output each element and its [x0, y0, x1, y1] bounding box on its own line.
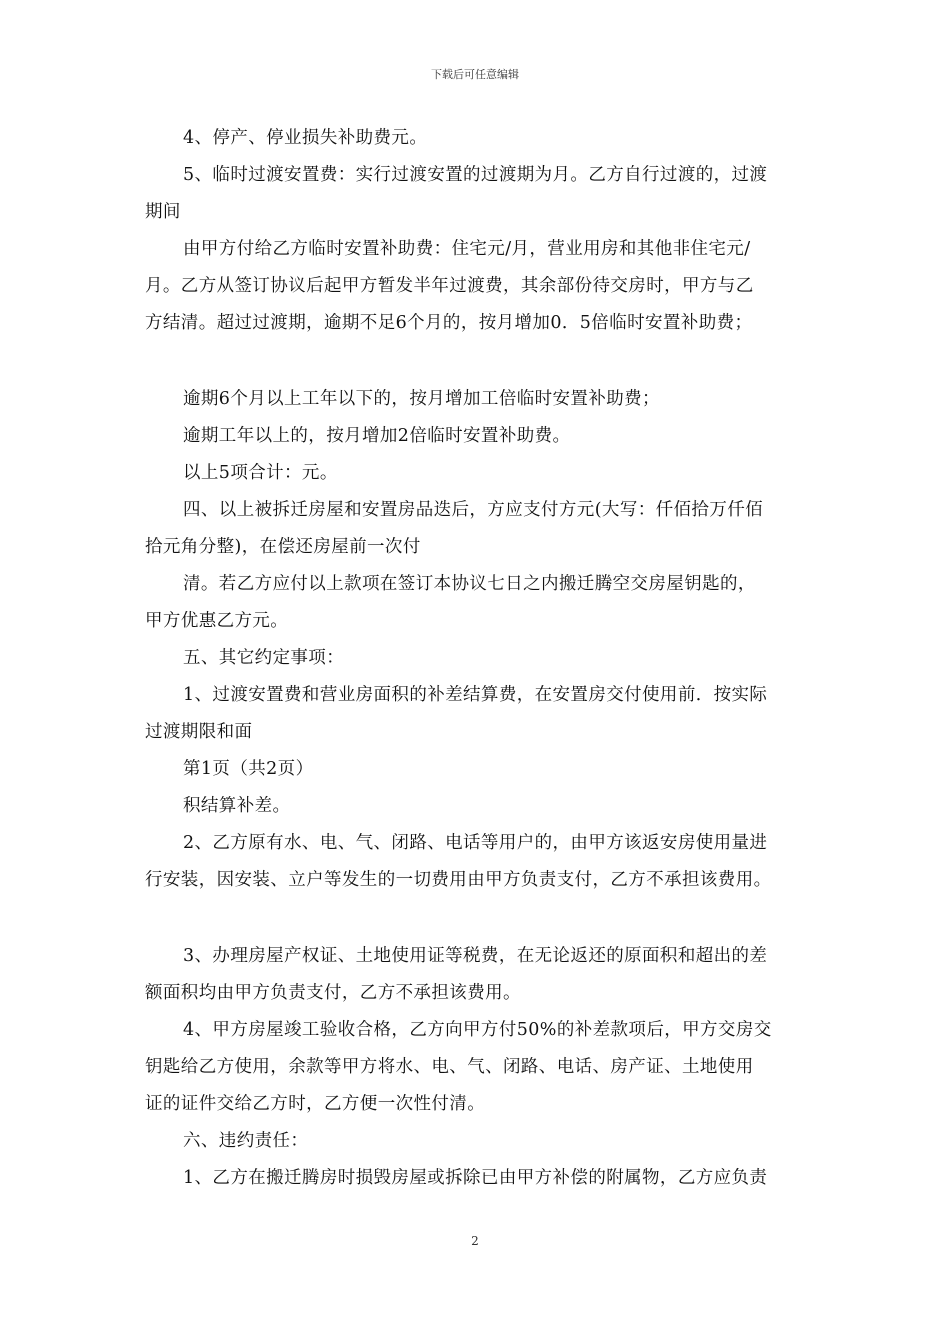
text-line: 逾期6个月以上工年以下的，按月增加工倍临时安置补助费；: [183, 389, 660, 409]
text-line: 方结清。超过过渡期，逾期不足6个月的，按月增加0．5倍临时安置补助费；: [145, 313, 753, 333]
text-line: 五、其它约定事项：: [183, 648, 345, 668]
text-line: 六、违约责任：: [183, 1131, 309, 1151]
page-header: 下载后可任意编辑: [431, 68, 519, 81]
text-line: 2、乙方原有水、电、气、闭路、电话等用户的，由甲方该返安房使用量进: [183, 833, 768, 853]
page-count-note: 第1页（共2页）: [183, 759, 314, 779]
text-line: 以上5项合计：元。: [183, 463, 338, 483]
text-line: 1、过渡安置费和营业房面积的补差结算费，在安置房交付使用前．按实际: [183, 685, 768, 705]
text-line: 期间: [145, 202, 181, 222]
text-line: 1、乙方在搬迁腾房时损毁房屋或拆除已由甲方补偿的附属物，乙方应负责: [183, 1168, 768, 1188]
text-line: 月。乙方从签订协议后起甲方暂发半年过渡费，其余部份待交房时，甲方与乙: [145, 276, 754, 296]
text-line: 额面积均由甲方负责支付，乙方不承担该费用。: [145, 983, 521, 1003]
text-line: 钥匙给乙方使用，余款等甲方将水、电、气、闭路、电话、房产证、土地使用: [145, 1057, 754, 1077]
text-line: 4、停产、停业损失补助费元。: [183, 128, 428, 148]
text-line: 行安装，因安装、立户等发生的一切费用由甲方负责支付，乙方不承担该费用。: [145, 870, 772, 890]
text-line: 甲方优惠乙方元。: [145, 611, 289, 631]
text-line: 3、办理房屋产权证、土地使用证等税费，在无论返还的原面积和超出的差: [183, 946, 768, 966]
text-line: 证的证件交给乙方时，乙方便一次性付清。: [145, 1094, 486, 1114]
text-line: 4、甲方房屋竣工验收合格，乙方向甲方付50%的补差款项后，甲方交房交: [183, 1020, 772, 1040]
text-line: 过渡期限和面: [145, 722, 253, 742]
text-line: 5、临时过渡安置费：实行过渡安置的过渡期为月。乙方自行过渡的，过渡: [183, 165, 768, 185]
text-line: 积结算补差。: [183, 796, 291, 816]
text-line: 由甲方付给乙方临时安置补助费：住宅元/月，营业用房和其他非住宅元/: [183, 239, 751, 259]
page-number: 2: [471, 1234, 479, 1248]
text-line: 四、以上被拆迁房屋和安置房品迭后，方应支付方元(大写：仟佰拾万仟佰: [183, 500, 764, 520]
text-line: 拾元角分整)，在偿还房屋前一次付: [145, 537, 421, 557]
text-line: 清。若乙方应付以上款项在签订本协议七日之内搬迁腾空交房屋钥匙的，: [183, 574, 756, 594]
text-line: 逾期工年以上的，按月增加2倍临时安置补助费。: [183, 426, 571, 446]
